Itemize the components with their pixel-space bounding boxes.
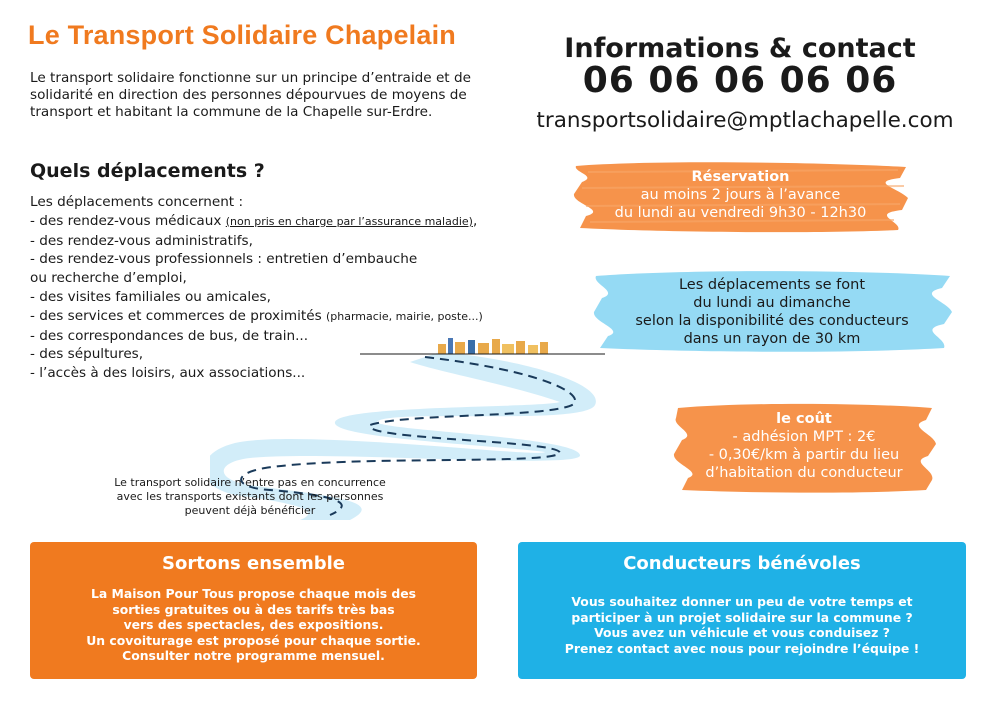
- trip-item: - des rendez-vous administratifs,: [30, 232, 253, 249]
- cost-title: le coût: [776, 411, 832, 427]
- intro-paragraph: Le transport solidaire fonctionne sur un principe d’entraide et de solidarité en direction des personnes dépourvues de moyens de transport et habitant la commune de la Chapelle sur-Erdre.: [30, 70, 471, 120]
- trip-item: - des sépultures,: [30, 346, 144, 363]
- schedule-line4: dans un rayon de 30 km: [683, 331, 861, 347]
- trip-item: - des rendez-vous professionnels : entretien d’embauche: [30, 251, 418, 268]
- trip-item: ou recherche d’emploi,: [30, 270, 187, 287]
- schedule-line3: selon la disponibilité des conducteurs: [635, 313, 909, 329]
- page-title: Le Transport Solidaire Chapelain: [28, 20, 456, 50]
- reservation-title: Réservation: [691, 169, 790, 185]
- trip-item: - des rendez-vous médicaux (non pris en charge par l’assurance maladie),: [30, 212, 478, 229]
- drivers-text: Vous souhaitez donner un peu de votre temps et participer à un projet solidaire sur la commune ? Vous avez un véhicule et vous conduisez ? Prenez contact avec nous pour rejoindre l’équipe !: [564, 594, 920, 656]
- trips-lead: Les déplacements concernent :: [30, 194, 244, 210]
- contact-phone[interactable]: 06 06 06 06 06: [582, 60, 898, 101]
- outings-title: Sortons ensemble: [162, 553, 345, 574]
- cost-line1: - adhésion MPT : 2€: [732, 429, 876, 445]
- schedule-line2: du lundi au dimanche: [693, 295, 851, 311]
- reservation-line1: au moins 2 jours à l’avance: [640, 187, 841, 203]
- contact-email[interactable]: transportsolidaire@mptlachapelle.com: [536, 108, 954, 133]
- drivers-card: [518, 542, 966, 679]
- trips-heading: Quels déplacements ?: [30, 160, 265, 182]
- outings-text: La Maison Pour Tous propose chaque mois des sorties gratuites ou à des tarifs très bas vers des spectacles, des expositions. Un covoiturage est proposé pour chaque sortie. Consulter notre programme mensuel.: [86, 586, 421, 663]
- contact-title: Informations & contact: [564, 33, 916, 64]
- cost-block: [668, 410, 940, 482]
- outings-card: [30, 542, 477, 679]
- map-note: Le transport solidaire n’entre pas en concurrence avec les transports existants dont les personnes peuvent déjà bénéficier: [114, 476, 386, 517]
- town-skyline: [438, 338, 548, 354]
- reservation-line2: du lundi au vendredi 9h30 - 12h30: [614, 205, 867, 221]
- drivers-title: Conducteurs bénévoles: [623, 553, 861, 574]
- trip-item: - l’accès à des loisirs, aux associations...: [30, 365, 306, 382]
- cost-line3: d’habitation du conducteur: [705, 465, 903, 481]
- cost-line2: - 0,30€/km à partir du lieu: [708, 447, 900, 463]
- trip-item: - des services et commerces de proximités (pharmacie, mairie, poste...): [30, 307, 483, 324]
- schedule-line1: Les déplacements se font: [678, 277, 866, 293]
- reservation-block: [568, 168, 913, 222]
- schedule-block: [586, 276, 958, 348]
- trip-item: - des visites familiales ou amicales,: [30, 288, 271, 305]
- trip-item: - des correspondances de bus, de train...: [30, 327, 309, 344]
